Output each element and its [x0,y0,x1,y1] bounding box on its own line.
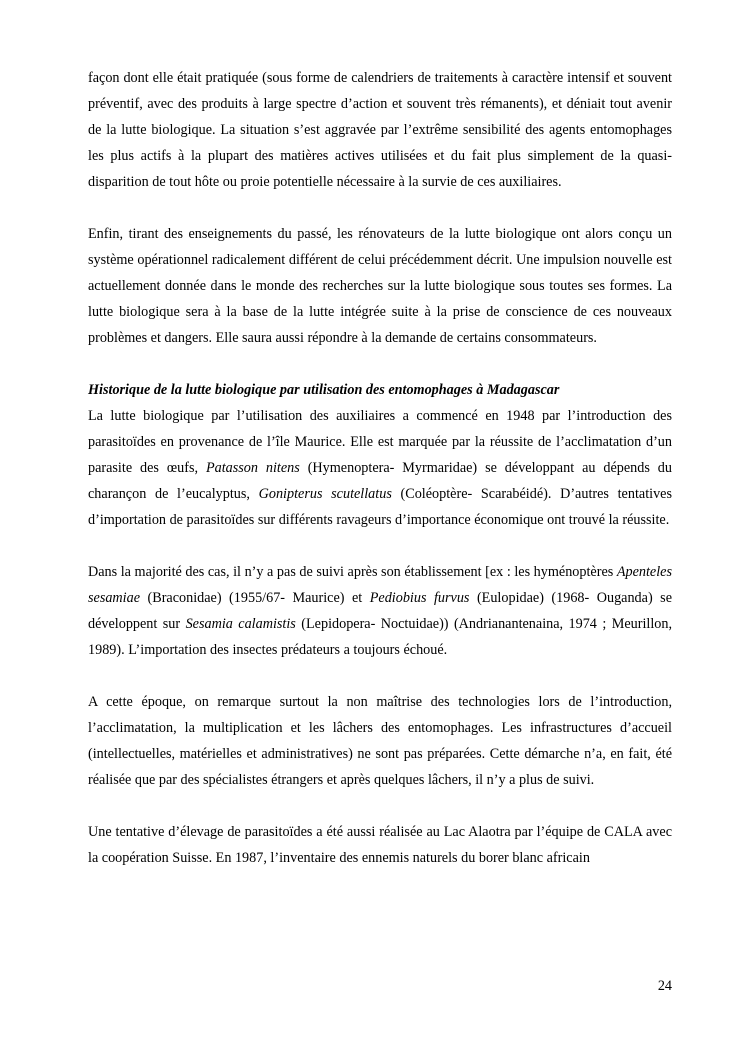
text-run: (Braconidae) (1955/67- Maurice) et [140,590,370,606]
paragraph-intro-continuation: façon dont elle était pratiquée (sous forme de calendriers de traitements à caractère intensif et souvent préventif, avec des produits à large spectre d’action et souvent très rémanents), et déniait tout avenir de la lutte biologique. La situation s’est aggravée par l’extrême sensibilité des agents entomophages les plus actifs à la plupart des matières actives utilisées et du fait plus simplement de la quasi- disparition de tout hôte ou proie potentielle nécessaire à la survie de ces auxiliaires. [88,70,672,190]
text-run: La lutte biologique par l’utilisation des auxiliaires a commencé en 1948 par l’introduction des parasitoïdes en provenance de l’île Maurice. Elle est marquée par la réussite de l’acclimatation d’un parasite des œufs, [88,408,672,476]
species-name: Sesamia calamistis [185,616,296,632]
body-text [88,65,672,871]
paragraph-technology-mastery: A cette époque, on remarque surtout la non maîtrise des technologies lors de l’introduction, l’acclimatation, la multiplication et les lâchers des entomophages. Les infrastructures d’accueil (intellectuelles, matérielles et administratives) ne sont pas préparées. Cette démarche n’a, en fait, été réalisée que par des spécialistes étrangers et après quelques lâchers, il n’y a plus de suivi. [88,694,672,788]
text-run: Dans la majorité des cas, il n’y a pas de suivi après son établissement [ex : les hyménoptères [88,564,617,580]
species-name: Patasson nitens [205,460,300,476]
species-name: Apenteles sesamiae [88,564,672,606]
paragraph-renovation: Enfin, tirant des enseignements du passé, les rénovateurs de la lutte biologique ont alors conçu un système opérationnel radicalement différent de celui précédemment décrit. Une impulsion nouvelle est actuellement donnée dans le monde des recherches sur la lutte biologique sous toutes ses formes. La lutte biologique sera à la base de la lutte intégrée suite à la prise de conscience de ces nouveaux problèmes et dangers. Elle saura aussi répondre à la demande de certains consommateurs. [88,226,672,346]
text-run: (Eulopidae) (1968- Ouganda) se développent sur [88,590,672,632]
species-name: Pediobius furvus [369,590,470,606]
paragraph-no-follow-up [88,559,672,663]
paragraph-history-1948 [88,403,672,533]
page-number: 24 [657,978,672,994]
section-heading: Historique de la lutte biologique par utilisation des entomophages à Madagascar [88,382,560,398]
paragraph-lac-alaotra: Une tentative d’élevage de parasitoïdes a été aussi réalisée au Lac Alaotra par l’équipe de CALA avec la coopération Suisse. En 1987, l’inventaire des ennemis naturels du borer blanc africain [88,824,672,866]
text-run: (Lepidopera- Noctuidae)) (Andrianantenaina, 1974 ; Meurillon, 1989). L’importation des insectes prédateurs a toujours échoué. [88,616,672,658]
text-run: (Hymenoptera- Myrmaridae) se développant au dépends du charançon de l’eucalyptus, [88,460,672,502]
species-name: Gonipterus scutellatus [258,486,392,502]
text-run: (Coléoptère- Scarabéidé). D’autres tentatives d’importation de parasitoïdes sur différents ravageurs d’importance économique ont trouvé la réussite. [88,486,672,528]
